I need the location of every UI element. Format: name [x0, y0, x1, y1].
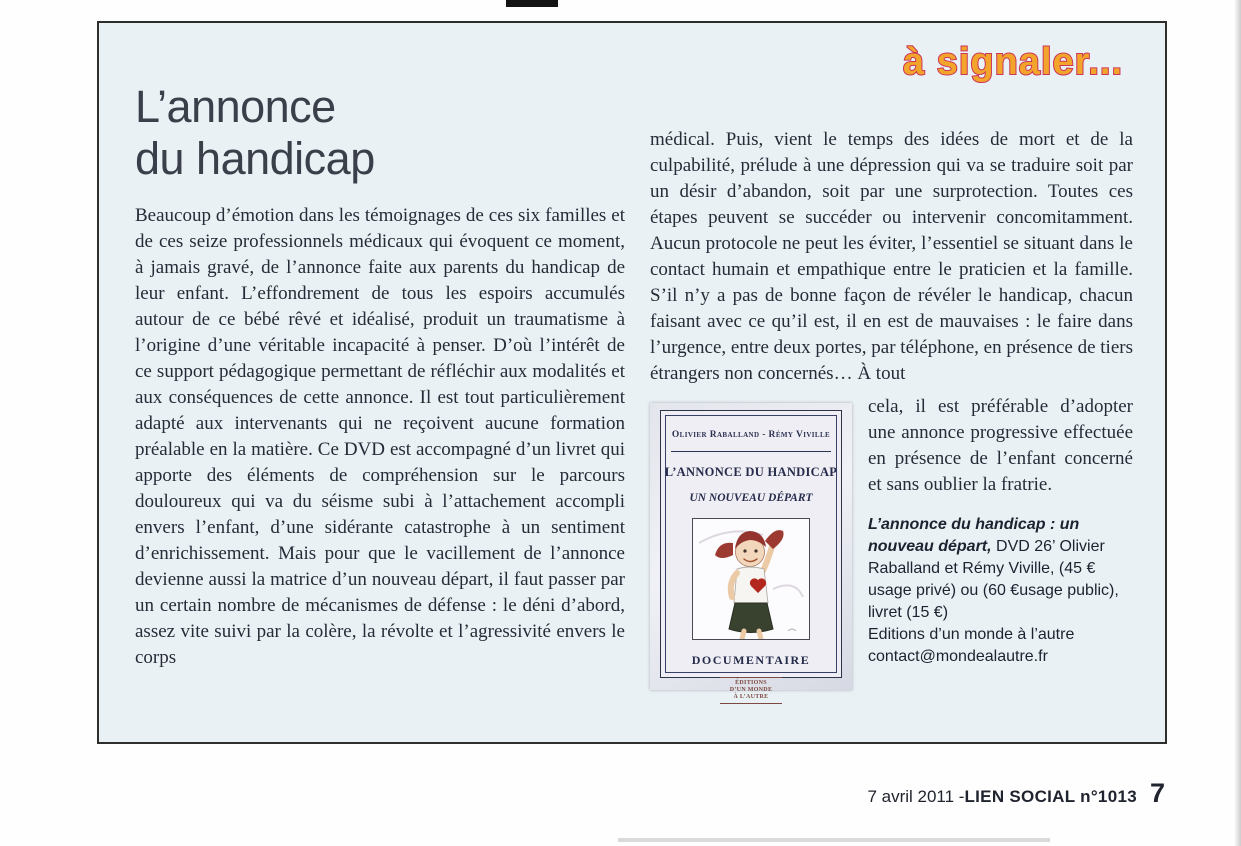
dvd-publisher-line1: ÉDITIONS	[735, 680, 767, 686]
footer-date: 7 avril 2011 -	[867, 787, 965, 806]
section-masthead: à signaler...	[903, 41, 1123, 83]
dvd-authors: Olivier Raballand - Rémy Viville	[671, 422, 831, 452]
dvd-photo	[650, 403, 852, 700]
article-column-left: Beaucoup d’émotion dans les témoignages de ces six familles et de ces seize professionnels médicaux qui évoquent ce moment, à jamais gravé, de l’annonce faite aux parents du handicap de leur enfant. L’effondrement de tous les espoirs accumulés autour de ce bébé rêvé et idéalisé, produit un traumatisme à l’origine d’une véritable incapacité à penser. D’où l’intérêt de ce support pédagogique permettant de réfléchir aux modalités et aux conséquences de cette annonce. Il est tout particulièrement adapté aux intervenants qui ne reçoivent aucune formation préalable en la matière. Ce DVD est accompagné d’un livret qui apporte des éléments de compréhension sur le parcours douloureux qui va du séisme subi à l’attachement accompli envers l’enfant, d’une sidérante catastrophe à un sentiment d’enrichissement. Mais pour que le vacillement de l’annonce devienne aussi la matrice d’un nouveau départ, il faut passer par un certain nombre de mécanismes de défense : le déni d’abord, assez vite suivi par la colère, la révolte et l’agressivité envers le corps	[135, 205, 625, 668]
dvd-genre: DOCUMENTAIRE	[691, 653, 811, 667]
dvd-cover-illustration	[692, 518, 810, 640]
dvd-subtitle: UN NOUVEAU DÉPART	[689, 492, 813, 504]
girl-illustration	[693, 519, 809, 639]
dvd-caption-title: L’annonce du handicap : un nouveau départ,	[868, 516, 1080, 555]
page-title-line2: du handicap	[135, 133, 375, 184]
article-column-right	[650, 127, 1133, 700]
scan-artifact-top	[506, 0, 558, 7]
dvd-caption-publisher: Editions d’un monde à l’autre	[868, 626, 1075, 643]
dvd-publisher-line2: D’UN MONDE	[729, 687, 773, 693]
footer-page-number: 7	[1149, 778, 1165, 808]
scan-artifact-bottom	[618, 838, 1050, 842]
article-right-wrap: cela, il est préférable d’adopter une annonce progressive effectuée en présence de l’enfant concerné et sans oublier la fratrie.	[868, 396, 1133, 495]
content-box	[97, 21, 1167, 744]
page-footer	[867, 778, 1165, 809]
scan-edge-right	[1234, 0, 1241, 846]
dvd-title: L’ANNONCE DU HANDICAP	[664, 465, 838, 479]
dvd-publisher-logo	[720, 677, 782, 704]
article-right-top: médical. Puis, vient le temps des idées de mort et de la culpabilité, prélude à une dépression qui va se traduire soit par un désir d’abandon, soit par une surprotection. Toutes ces étapes peuvent se succéder ou intervenir concomitamment. Aucun protocole ne peut les éviter, l’essentiel se situant dans le contact humain et empathique entre le praticien et la famille. S’il n’y a pas de bonne façon de révéler le handicap, chacun faisant avec ce qu’il est, il en est de mauvaises : le faire dans l’urgence, entre deux portes, par téléphone, en présence de tiers étrangers non concernés… À tout	[650, 129, 1133, 384]
page-title-line1: L’annonce	[135, 81, 336, 132]
page-title	[135, 81, 375, 185]
dvd-publisher-line3: À L’AUTRE	[733, 694, 769, 700]
dvd-caption-email: contact@mondealautre.fr	[868, 648, 1048, 665]
footer-magazine: LIEN SOCIAL n°1013	[964, 787, 1137, 806]
dvd-cover	[660, 410, 842, 700]
dvd-caption-details: DVD 26’ Olivier Raballand et Rémy Viville, (45 € usage privé) ou (60 €usage public), livret (15 €)	[868, 538, 1119, 621]
